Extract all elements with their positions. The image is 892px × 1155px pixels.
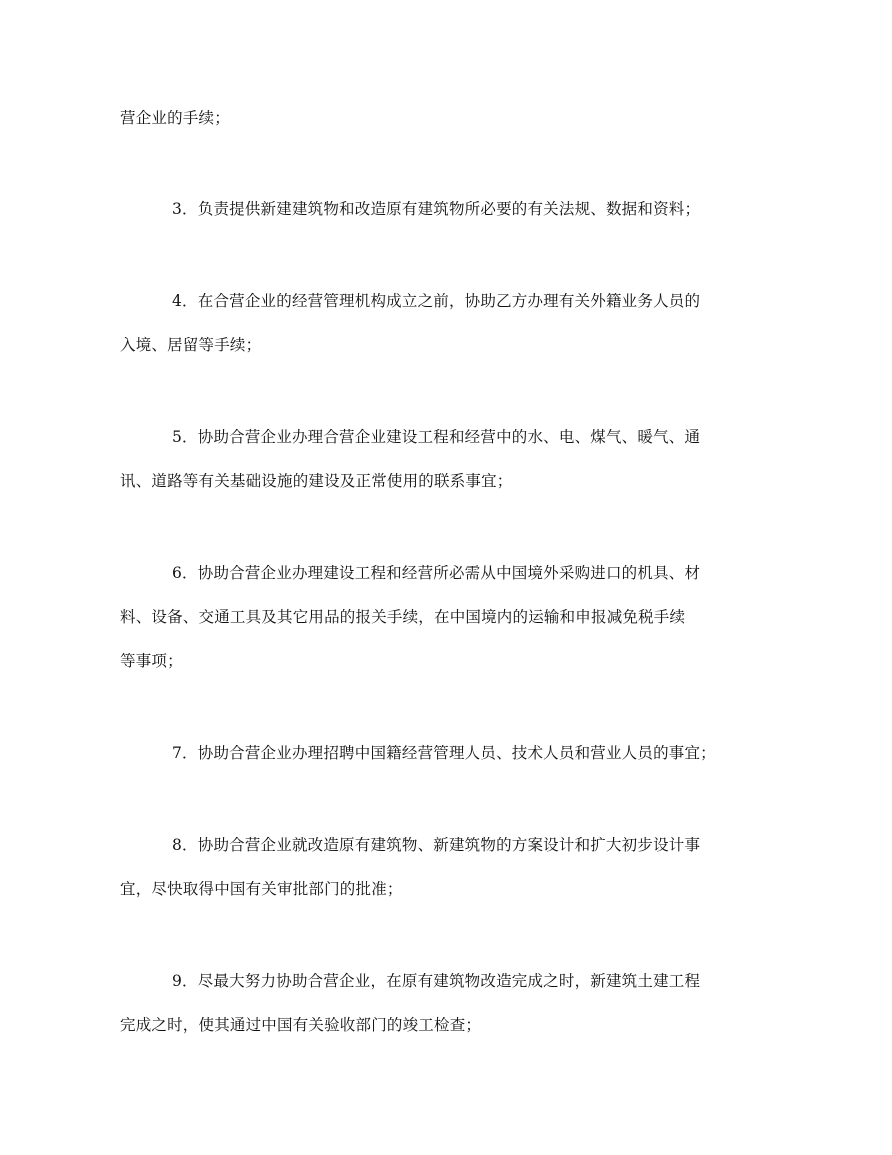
paragraph-6-line-3: 等事项； (120, 652, 183, 670)
paragraph-8-line-1: 8．协助合营企业就改造原有建筑物、新建筑物的方案设计和扩大初步设计事 (172, 836, 701, 854)
paragraph-3-line-1: 3．负责提供新建建筑物和改造原有建筑物所必要的有关法规、数据和资料； (172, 200, 701, 218)
paragraph-9-line-2: 完成之时，使其通过中国有关验收部门的竣工检查； (120, 1016, 482, 1034)
paragraph-9-line-1: 9．尽最大努力协助合营企业，在原有建筑物改造完成之时，新建筑土建工程 (172, 972, 701, 990)
paragraph-6-line-2: 料、设备、交通工具及其它用品的报关手续，在中国境内的运输和申报减免税手续 (120, 608, 686, 626)
paragraph-4-line-2: 入境、居留等手续； (120, 336, 262, 354)
paragraph-5-line-1: 5．协助合营企业办理合营企业建设工程和经营中的水、电、煤气、暖气、通 (172, 428, 701, 446)
paragraph-2-line-2: 营企业的手续； (120, 109, 230, 127)
paragraph-8-line-2: 宜，尽快取得中国有关审批部门的批准； (120, 880, 403, 898)
paragraph-5-line-2: 讯、道路等有关基础设施的建设及正常使用的联系事宜； (120, 472, 513, 490)
paragraph-7-line-1: 7．协助合营企业办理招聘中国籍经营管理人员、技术人员和营业人员的事宜； (172, 744, 716, 762)
paragraph-6-line-1: 6．协助合营企业办理建设工程和经营所必需从中国境外采购进口的机具、材 (172, 564, 701, 582)
paragraph-4-line-1: 4．在合营企业的经营管理机构成立之前，协助乙方办理有关外籍业务人员的 (172, 292, 701, 310)
